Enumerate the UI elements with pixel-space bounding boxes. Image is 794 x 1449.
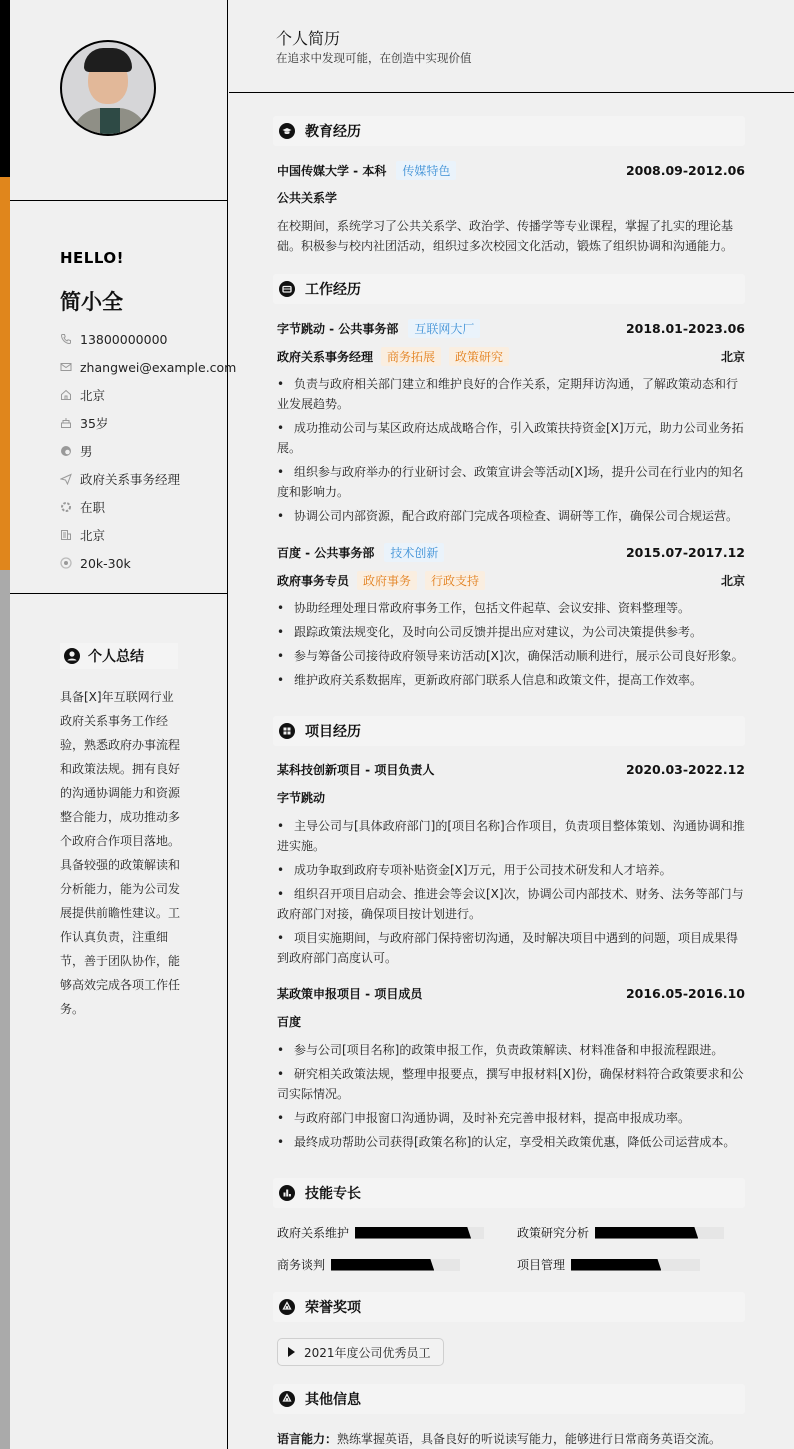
language-ability <box>277 1430 721 1447</box>
projects-section-header <box>273 716 745 746</box>
list-item: • 组织召开项目启动会、推进会等会议[X]次，协调公司内部技术、财务、法务等部门与政府部门对接，确保项目按计划进行。 <box>277 887 744 921</box>
list-item: • 与政府部门申报窗口沟通协调，及时补充完善申报材料，提高申报成功率。 <box>277 1111 691 1125</box>
other-title: 其他信息 <box>305 1392 361 1408</box>
summary-title: 个人总结 <box>88 649 144 665</box>
language-label: 语言能力： <box>277 1432 338 1446</box>
info-age <box>60 409 236 437</box>
send-icon <box>60 473 72 485</box>
info-value: zhangwei@example.com <box>80 359 237 375</box>
job-date: 2015.07-2017.12 <box>625 545 745 560</box>
project-company: 百度 <box>277 1015 302 1029</box>
graduation-cap-icon <box>279 123 295 139</box>
job-location: 北京 <box>720 574 745 588</box>
job-role-row <box>277 571 745 590</box>
skill-bar <box>355 1227 484 1239</box>
info-value: 政府关系事务经理 <box>80 472 181 487</box>
info-gender <box>60 437 236 465</box>
skill-label: 政府关系维护 <box>277 1226 350 1240</box>
bar-chart-icon <box>279 1185 295 1201</box>
project-date: 2020.03-2022.12 <box>625 762 745 777</box>
project-company: 字节跳动 <box>277 791 326 805</box>
cake-icon <box>60 417 72 429</box>
list-item: • 组织参与政府举办的行业研讨会、政策宣讲会等活动[X]场，提升公司在行业内的知名度和影响力。 <box>277 465 744 499</box>
info-salary <box>60 549 236 577</box>
skill-bar-fill <box>595 1227 698 1239</box>
skill-bar <box>595 1227 724 1239</box>
left-color-stripe <box>0 0 10 1449</box>
skills-section-header <box>273 1178 745 1208</box>
list-item: • 主导公司与[具体政府部门]的[项目名称]合作项目，负责项目整体策划、沟通协调和推进实施。 <box>277 819 745 853</box>
education-date: 2008.09-2012.06 <box>625 163 745 178</box>
stripe-black <box>0 0 10 177</box>
awards-title: 荣誉奖项 <box>305 1300 361 1316</box>
company-name: 百度 - 公共事务部 <box>277 546 375 560</box>
building-icon <box>60 529 72 541</box>
role-tag: 行政支持 <box>425 571 485 590</box>
job-location: 北京 <box>720 350 745 364</box>
home-icon <box>60 389 72 401</box>
major: 公共关系学 <box>277 191 338 205</box>
list-item: • 协调公司内部资源，配合政府部门完成各项检查、调研等工作，确保公司合规运营。 <box>277 509 739 523</box>
job-role: 政府关系事务经理 <box>277 350 374 364</box>
company-tag: 技术创新 <box>384 543 444 562</box>
skill-bar-fill <box>355 1227 471 1239</box>
major-row <box>277 189 745 206</box>
company-tag: 互联网大厂 <box>408 319 480 338</box>
list-item: • 协助经理处理日常政府事务工作，包括文件起草、会议安排、资料整理等。 <box>277 601 691 615</box>
skill-bar-fill <box>571 1259 661 1271</box>
award-icon <box>279 1299 295 1315</box>
user-circle-icon <box>64 648 80 664</box>
work-title: 工作经历 <box>305 282 361 298</box>
education-description: 在校期间，系统学习了公共关系学、政治学、传播学等专业课程，掌握了扎实的理论基础。积极参与校内社团活动，组织过多次校园文化活动，锻炼了组织协调和沟通能力。 <box>277 219 734 253</box>
role-tag: 政策研究 <box>449 347 509 366</box>
status-icon <box>60 501 72 513</box>
stripe-gray <box>0 570 10 1449</box>
sidebar-divider <box>10 200 228 201</box>
job-role-row <box>277 347 745 366</box>
award-item-button[interactable] <box>277 1338 444 1366</box>
contact-info-list <box>60 325 236 577</box>
summary-text: 具备[X]年互联网行业政府关系事务工作经验，熟悉政府办事流程和政策法规。拥有良好的沟通协调能力和资源整合能力，成功推动多个政府合作项目落地。具备较强的政策解读和分析能力，能为公司发展提供前瞻性建议。工作认真负责，注重细节，善于团队协作，能够高效完成各项工作任务。 <box>60 690 181 1016</box>
main-content <box>229 0 794 1449</box>
job-bullets <box>277 598 747 694</box>
avatar <box>60 40 156 136</box>
education-title: 教育经历 <box>305 124 361 140</box>
page-title: 个人简历 <box>276 29 341 48</box>
role-tag: 政府事务 <box>357 571 417 590</box>
info-email <box>60 353 236 381</box>
salary-icon <box>60 557 72 569</box>
job-bullets <box>277 374 747 530</box>
hello-heading: HELLO! <box>60 249 124 267</box>
school-tag: 传媒特色 <box>396 161 456 180</box>
project-name: 某政策申报项目 - 项目成员 <box>277 987 423 1001</box>
project-date: 2016.05-2016.10 <box>625 986 745 1001</box>
education-section-header <box>273 116 745 146</box>
list-item: • 最终成功帮助公司获得[政策名称]的认定，享受相关政策优惠，降低公司运营成本。 <box>277 1135 736 1149</box>
gender-icon <box>60 445 72 457</box>
skill-bar <box>571 1259 700 1271</box>
info-value: 男 <box>80 444 93 459</box>
mail-icon <box>60 361 72 373</box>
info-work-city <box>60 521 236 549</box>
project-name: 某科技创新项目 - 项目负责人 <box>277 763 435 777</box>
info-value: 北京 <box>80 528 106 543</box>
project-bullets <box>277 816 747 972</box>
list-item: • 参与公司[项目名称]的政策申报工作，负责政策解读、材料准备和申报流程跟进。 <box>277 1043 724 1057</box>
briefcase-icon <box>279 281 295 297</box>
skill-label: 政策研究分析 <box>517 1226 590 1240</box>
info-value: 在职 <box>80 500 106 515</box>
school-name: 中国传媒大学 - 本科 <box>277 164 387 178</box>
info-icon <box>279 1391 295 1407</box>
project-header-row <box>277 985 745 1002</box>
other-section-header <box>273 1384 745 1414</box>
phone-icon <box>60 333 72 345</box>
list-item: • 负责与政府相关部门建立和维护良好的合作关系，定期拜访沟通，了解政策动态和行业发展趋势。 <box>277 377 739 411</box>
list-item: • 成功争取到政府专项补贴资金[X]万元，用于公司技术研发和人才培养。 <box>277 863 672 877</box>
award-label: 2021年度公司优秀员工 <box>304 1345 431 1360</box>
info-value: 20k-30k <box>80 555 131 571</box>
sidebar-divider <box>10 593 228 594</box>
skill-item <box>277 1224 484 1241</box>
projects-title: 项目经历 <box>305 724 361 740</box>
play-triangle-icon <box>288 1347 295 1357</box>
person-name: 简小全 <box>60 290 123 314</box>
info-city <box>60 381 236 409</box>
info-value: 北京 <box>80 388 106 403</box>
skill-item <box>517 1256 700 1273</box>
page-subtitle: 在追求中发现可能，在创造中实现价值 <box>276 51 472 65</box>
project-bullets <box>277 1040 747 1156</box>
job-header-row <box>277 319 745 338</box>
skill-bar-fill <box>331 1259 434 1271</box>
project-company-row <box>277 1013 745 1030</box>
skill-label: 商务谈判 <box>277 1258 326 1272</box>
job-header-row <box>277 543 745 562</box>
awards-section-header <box>273 1292 745 1322</box>
job-date: 2018.01-2023.06 <box>625 321 745 336</box>
project-header-row <box>277 761 745 778</box>
skill-item <box>517 1224 724 1241</box>
grid-icon <box>279 723 295 739</box>
skill-item <box>277 1256 460 1273</box>
list-item: • 研究相关政策法规，整理申报要点，撰写申报材料[X]份，确保材料符合政策要求和公司实际情况。 <box>277 1067 744 1101</box>
work-section-header <box>273 274 745 304</box>
list-item: • 成功推动公司与某区政府达成战略合作，引入政策扶持资金[X]万元，助力公司业务拓展。 <box>277 421 744 455</box>
project-company-row <box>277 789 745 806</box>
list-item: • 维护政府关系数据库，更新政府部门联系人信息和政策文件，提高工作效率。 <box>277 673 703 687</box>
education-row <box>277 161 745 180</box>
info-value: 35岁 <box>80 416 109 431</box>
info-phone <box>60 325 236 353</box>
info-status <box>60 493 236 521</box>
language-text: 熟练掌握英语，具备良好的听说读写能力，能够进行日常商务英语交流。 <box>337 1432 722 1446</box>
list-item: • 跟踪政策法规变化，及时向公司反馈并提出应对建议，为公司决策提供参考。 <box>277 625 703 639</box>
list-item: • 项目实施期间，与政府部门保持密切沟通，及时解决项目中遇到的问题，项目成果得到政府部门高度认可。 <box>277 931 739 965</box>
job-role: 政府事务专员 <box>277 574 350 588</box>
role-tag: 商务拓展 <box>381 347 441 366</box>
sidebar <box>10 0 237 1449</box>
list-item: • 参与筹备公司接待政府领导来访活动[X]次，确保活动顺利进行，展示公司良好形象。 <box>277 649 744 663</box>
stripe-orange <box>0 177 10 570</box>
company-name: 字节跳动 - 公共事务部 <box>277 322 399 336</box>
skill-label: 项目管理 <box>517 1258 566 1272</box>
header-divider <box>229 92 794 93</box>
skills-title: 技能专长 <box>305 1186 361 1202</box>
skill-bar <box>331 1259 460 1271</box>
info-position <box>60 465 236 493</box>
summary-section-header <box>60 643 178 669</box>
info-value: 13800000000 <box>80 331 168 347</box>
